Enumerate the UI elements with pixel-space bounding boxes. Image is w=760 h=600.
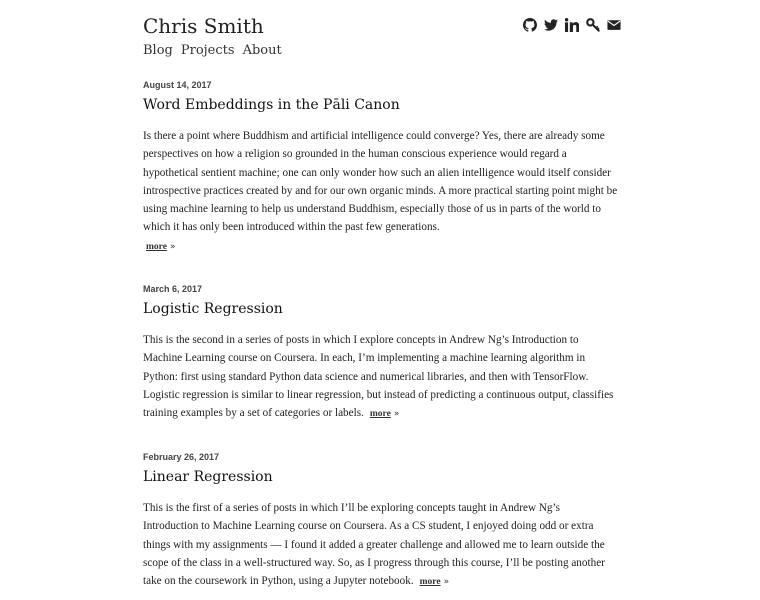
more-link[interactable]: more (419, 577, 441, 588)
post-date: August 14, 2017 (143, 80, 212, 90)
post-excerpt (143, 127, 618, 256)
github-icon[interactable] (523, 18, 537, 32)
main-nav (143, 43, 282, 58)
site-title[interactable]: Chris Smith (143, 14, 264, 38)
linkedin-icon[interactable] (565, 18, 579, 32)
post-date: March 6, 2017 (143, 284, 203, 294)
post-excerpt-text: This is the second in a series of posts in which I explore concepts in Andrew Ng’s Introduction to Machine Learning course on Coursera. In each, I’m implementing a machine learning algorithm in Python: first using standard Python data science and numerical libraries, and then with TensorFlow. Logistic regression is similar to linear regression, but instead of predicting a continuous output, classifies training examples by a set of categories or labels. (143, 334, 614, 420)
key-icon[interactable] (586, 18, 600, 32)
post-title[interactable]: Logistic Regression (143, 301, 283, 317)
post-item (143, 284, 618, 423)
nav-projects[interactable]: Projects (180, 43, 235, 58)
chevron-right-icon: » (393, 409, 400, 420)
envelope-icon[interactable] (607, 18, 621, 32)
post-excerpt-text: This is the first of a series of posts in which I’ll be exploring concepts taught in Andrew Ng’s Introduction to Machine Learning course on Coursera. As a CS student, I enjoyed doing odd or extra things with my assignments — I found it added a greater challenge and allowed me to learn outside the scope of the class in a well-structured way. So, as I progress through this course, I’ll be posting another take on the coursework in Python, using a Jupyter notebook. (143, 502, 605, 588)
post-excerpt-text: Is there a point where Buddhism and artificial intelligence could converge? Yes, there are already some perspectives on how a religion so grounded in the human conscious experience would regard a hypothetical sentient machine; one can only wonder how such an alien intelligence would itself consider introspective practices created by and for our own organic minds. A more practical starting point might be using machine learning to help us understand Buddhism, especially those of us in parts of the world to which it has only been introduced within the past few generations. (143, 130, 618, 234)
more-link[interactable]: more (369, 409, 391, 420)
post-date: February 26, 2017 (143, 452, 220, 462)
post-title[interactable]: Word Embeddings in the Pāli Canon (143, 97, 400, 113)
nav-about[interactable]: About (242, 43, 282, 58)
post-excerpt (143, 331, 618, 423)
chevron-right-icon: » (443, 577, 450, 588)
post-item (143, 452, 618, 591)
social-links (523, 18, 621, 32)
twitter-icon[interactable] (544, 18, 558, 32)
chevron-right-icon: » (169, 241, 176, 252)
nav-blog[interactable]: Blog (143, 43, 173, 58)
post-item (143, 80, 618, 256)
post-title[interactable]: Linear Regression (143, 469, 273, 485)
post-excerpt (143, 499, 618, 591)
more-link[interactable]: more (146, 241, 167, 252)
